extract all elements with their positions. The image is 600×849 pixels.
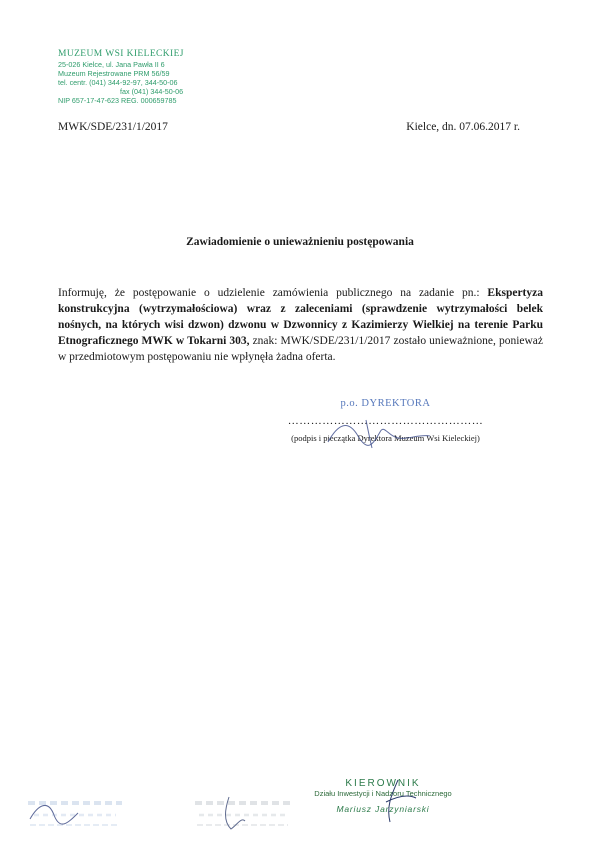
museum-fax: fax (041) 344-50-06: [120, 87, 184, 96]
museum-name: MUZEUM WSI KIELECKIEJ: [58, 49, 184, 59]
stamp-department: Działu Inwestycji i Nadzoru Technicznego: [314, 789, 452, 798]
director-signature-icon: [318, 414, 438, 454]
faded-stamp-icon: [20, 795, 130, 831]
museum-header-stamp: [58, 49, 228, 105]
document-heading: Zawiadomienie o unieważnieniu postępowania: [186, 236, 414, 248]
stamp-title: KIEROWNIK: [345, 778, 421, 789]
signature-title: p.o. DYREKTORA: [340, 398, 431, 409]
museum-phone: tel. centr. (041) 344-92-97, 344-50-06: [58, 78, 178, 87]
museum-nip: NIP 657-17-47-623 REG. 000659785: [58, 96, 177, 105]
body-task: Ekspertyza konstrukcyjna (wytrzymałościowa) wraz z zaleceniami (sprawdzenie wytrzymałości belek nośnych, na których wisi dzwon) dzwonu w Dzwonnicy z Kazimierzy Wielkiej na terenie Parku Etnograficznego MWK w Tokarni 303,: [58, 287, 543, 347]
museum-address: 25-026 Kielce, ul. Jana Pawła II 6: [58, 60, 165, 69]
reference-number: MWK/SDE/231/1/2017: [58, 121, 168, 133]
stamp-kierownik-middle: [185, 795, 300, 836]
document-date: Kielce, dn. 07.06.2017 r.: [406, 121, 520, 133]
signature-caption: (podpis i pieczątka Dyrektora Muzeum Wsi Kieleckiej): [291, 433, 480, 443]
stamp-kierownik-left: [20, 795, 130, 836]
museum-registry: Muzeum Rejestrowane PRM 56/59: [58, 69, 170, 78]
stamp-name: Mariusz Jarzyniarski: [336, 804, 430, 814]
signature-line: ……………………………………………: [287, 415, 484, 427]
document-body: [58, 285, 543, 365]
director-signature-block: [278, 398, 493, 443]
manager-signature-icon: [368, 776, 428, 826]
faded-stamp-icon: [185, 795, 300, 831]
body-intro: Informuję, że postępowanie o udzielenie zamówienia publicznego na zadanie pn.:: [58, 287, 480, 299]
stamp-kierownik-right: [308, 778, 458, 814]
body-outro: znak: MWK/SDE/231/1/2017 zostało unieważnione, ponieważ w przedmiotowym postępowaniu nie wpłynęła żadna oferta.: [58, 335, 544, 363]
